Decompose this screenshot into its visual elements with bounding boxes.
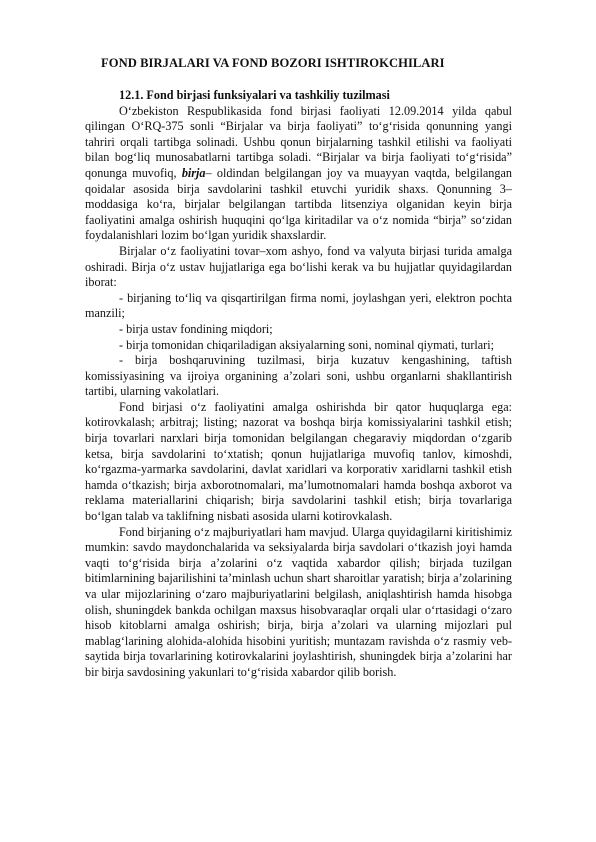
list-item: - birjaning to‘liq va qisqartirilgan firma nomi, joylashgan yeri, elektron pochta manzili; [85,290,512,321]
paragraph-legal-basis-end: – oldindan belgilangan joy va muayyan vaqtda, belgilangan qoidalar asosida birja savdolarini tashkil etuvchi yuridik shaxs. Qonunning 3–moddasiga ko‘ra, birjalar belgilangan tartibda litsenziya olganidan keyin birja faoliyatini amalga oshirish huquqini qo‘lga kiritadilar va o‘z nomida “birja” so‘zidan foydalanishlari lozim bo‘lgan yuridik shaxslardir. [85,165,512,243]
paragraph-legal-basis-start: O‘zbekiston Respublikasida fond birjasi faoliyati 12.09.2014 yilda qabul qilingan O‘RQ-375 sonli “Birjalar va birja faoliyati” to‘g‘risida qonunning yangi tahriri orqali tartibga solinadi. Ushbu qonun birjalarning tashkil etilishi va faoliyati bilan bog‘liq munosabatlarni tartibga soladi. “Birjalar va birja faoliyati to‘g‘risida” qonunga muvofiq, [85,103,512,180]
list-item: - birja tomonidan chiqariladigan aksiyalarning soni, nominal qiymati, turlari; [119,337,495,352]
document-body [85,88,512,681]
term-birja: birja [181,165,206,180]
paragraph-obligations: Fond birjaning o‘z majburiyatlari ham mavjud. Ularga quyidagilarni kiritishimiz mumkin: savdo maydonchalarida va seksiyalarda birja savdolari o‘tkazish joyi hamda vaqti to‘g‘risida birja a’zolarini o‘z vaqtida xabardor qilish; birjada tuzilgan bitimlarnining bajarilishini ta’minlash uchun shart sharoitlar yaratish; birja a’zolarining va ular mijozlarining o‘zaro majburiyatlarini belgilash, aniqlashtirish hamda hisobga olish, shuningdek bankda ochilgan maxsus hisobvaraqlar orqali ular o‘rtasidagi o‘zaro hisob kitoblarni amalga oshirish; birja, birja a’zolari va ularning mijozlari pul mablag‘larining alohida-alohida hisobini yuritish; muntazam ravishda o‘z rasmiy veb-saytida birja tovarlarining kotirovkalarini joylashtirish, shuningdek birja a’zolarini har bir birja savdosining yakunlari to‘g‘risida xabardor qilib borish. [85,524,512,679]
list-item: - birja ustav fondining miqdori; [119,321,273,336]
section-heading: 12.1. Fond birjasi funksiyalari va tashkiliy tuzilmasi [119,88,390,102]
list-item: - birja boshqaruvining tuzilmasi, birja kuzatuv kengashining, taftish komissiyasining va ijroiya organining a’zolari soni, ushbu organlarni shakllantirish tartibi, ularning vakolatlari. [85,353,512,399]
paragraph-rights: Fond birjasi o‘z faoliyatini amalga oshirishda bir qator huquqlarga ega: kotirovkalash; arbitraj; listing; nazorat va boshqa birja komissiyalarini tashkil etish; birja tovarlari narxlari birja tomonidan belgilangan chegaraviy miqdordan o‘zgarib ketsa, birja savdolarini to‘xtatish; qonun hujjatlariga muvofiq tanlov, kimoshdi, ko‘rgazma-yarmarka savdolarini, davlat xaridlari va korporativ xaridlarni tashkil etish hamda o‘tkazish; birja axborotnomalari, ma’lumotnomalari hamda boshqa axborot va reklama materiallarini chiqarish; birja savdolarini tashkil etish; birja tovarlariga bo‘lgan talab va taklifning nisbati asosida ularni kotirovkalash. [85,399,512,524]
document-title: FOND BIRJALARI VA FOND BOZORI ISHTIROKCHILARI [101,56,445,70]
paragraph-legal-basis [85,104,512,244]
paragraph-birja-types: Birjalar o‘z faoliyatini tovar–xom ashyo, fond va valyuta birjasi turida amalga oshiradi. Birja o‘z ustav hujjatlariga ega bo‘lishi kerak va bu hujjatlar quyidagilardan iborat: [85,243,512,290]
